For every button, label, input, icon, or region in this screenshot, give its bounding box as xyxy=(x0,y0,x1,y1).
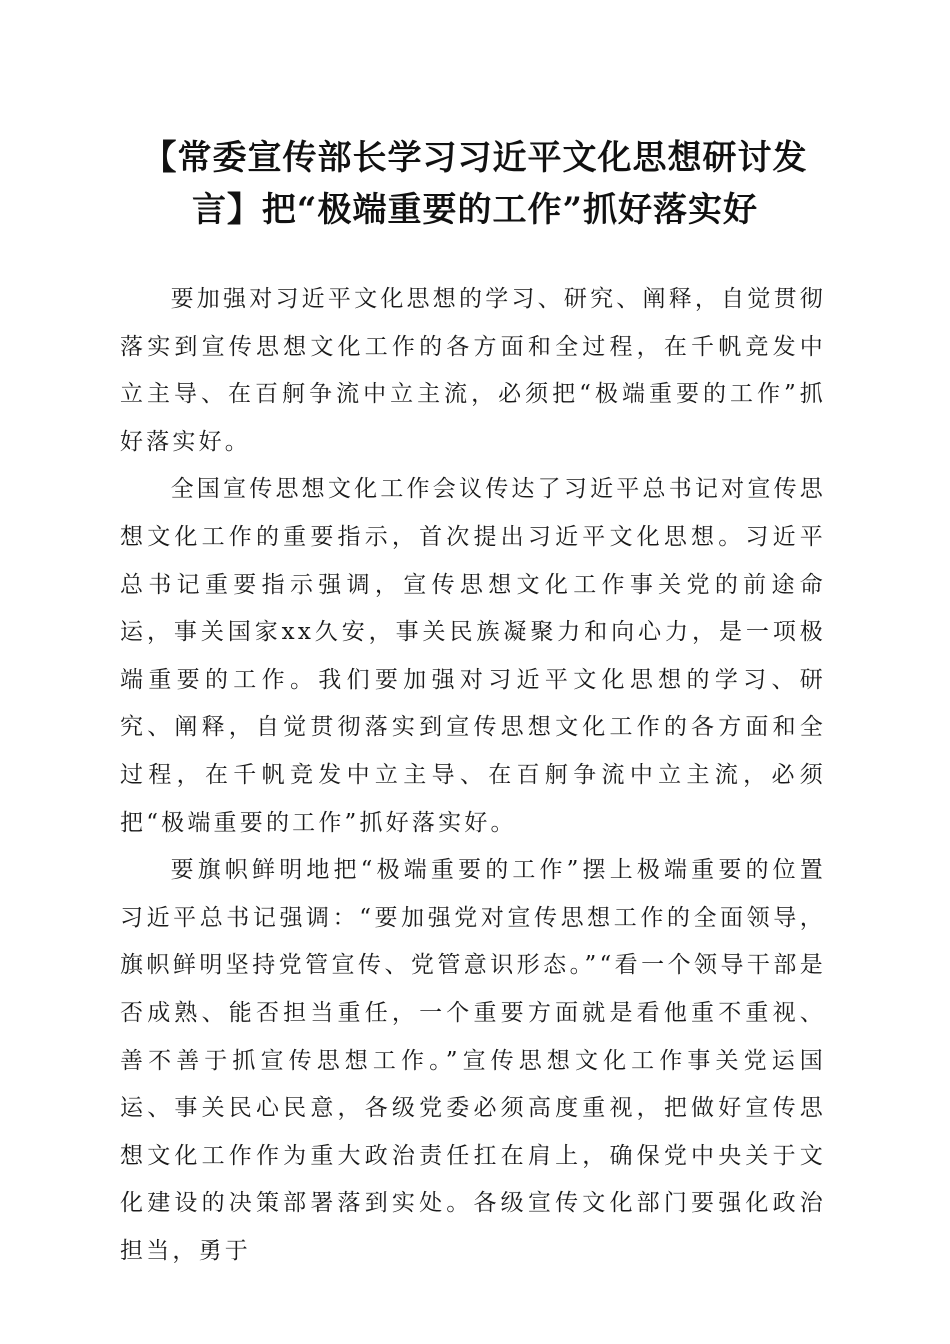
document-title: 【常委宣传部长学习习近平文化思想研讨发言】把“极端重要的工作”抓好落实好 xyxy=(142,138,808,230)
document-body xyxy=(120,276,826,1275)
paragraph-1: 要加强对习近平文化思想的学习、研究、阐释，自觉贯彻落实到宣传思想文化工作的各方面和全过程，在千帆竞发中立主导、在百舸争流中立主流，必须把“极端重要的工作”抓好落实好。 xyxy=(120,286,826,455)
paragraph-2: 全国宣传思想文化工作会议传达了习近平总书记对宣传思想文化工作的重要指示，首次提出习近平文化思想。习近平总书记重要指示强调，宣传思想文化工作事关党的前途命运，事关国家xx久安，事关民族凝聚力和向心力，是一项极端重要的工作。我们要加强对习近平文化思想的学习、研究、阐释，自觉贯彻落实到宣传思想文化工作的各方面和全过程，在千帆竞发中立主导、在百舸争流中立主流，必须把“极端重要的工作”抓好落实好。 xyxy=(120,476,826,836)
paragraph-3: 要旗帜鲜明地把“极端重要的工作”摆上极端重要的位置习近平总书记强调：“要加强党对宣传思想工作的全面领导，旗帜鲜明坚持党管宣传、党管意识形态。”“看一个领导干部是否成熟、能否担当重任，一个重要方面就是看他重不重视、善不善于抓宣传思想工作。”宣传思想文化工作事关党运国运、事关民心民意，各级党委必须高度重视，把做好宣传思想文化工作作为重大政治责任扛在肩上，确保党中央关于文化建设的决策部署落到实处。各级宣传文化部门要强化政治担当，勇于 xyxy=(120,857,826,1264)
